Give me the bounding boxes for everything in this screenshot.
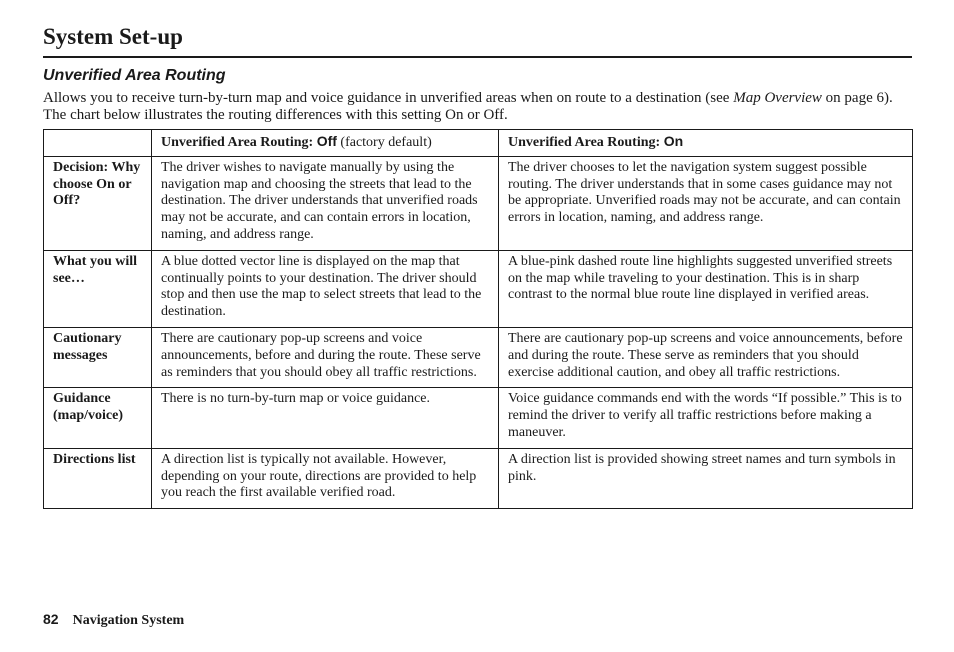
header-off-value: Off bbox=[316, 133, 337, 149]
header-on-label: Unverified Area Routing: bbox=[508, 135, 664, 150]
section-title: Unverified Area Routing bbox=[43, 67, 226, 84]
book-title: Navigation System bbox=[72, 613, 185, 628]
page-title: System Set-up bbox=[43, 24, 183, 49]
intro-text-after: on page 6). The chart below illustrates the routing differences with this setting On or Off. bbox=[43, 90, 893, 123]
intro-text-before: Allows you to receive turn-by-turn map and voice guidance in unverified areas when on route to a destination (see bbox=[43, 90, 734, 106]
on-cell: Voice guidance commands end with the words “If possible.” This is to remind the driver to verify all traffic restrictions before making a maneuver. bbox=[499, 388, 913, 448]
intro-reference: Map Overview bbox=[733, 90, 822, 106]
title-rule bbox=[43, 56, 912, 58]
table-row bbox=[44, 250, 913, 327]
page-footer bbox=[43, 611, 184, 629]
off-cell: A blue dotted vector line is displayed on the map that continually points to your destination. The driver should stop and then use the map to select streets that lead to the destination. bbox=[152, 250, 499, 327]
on-cell: There are cautionary pop-up screens and voice announcements, before and during the route. These serve as reminders that you should exercise additional caution, and obey all traffic restrictions. bbox=[499, 327, 913, 387]
row-label: What you will see… bbox=[44, 250, 152, 327]
intro-paragraph bbox=[43, 90, 915, 123]
table-row bbox=[44, 388, 913, 448]
row-label: Decision: Why choose On or Off? bbox=[44, 156, 152, 250]
table-row bbox=[44, 327, 913, 387]
table-header-row bbox=[44, 130, 913, 157]
row-label: Cautionary messages bbox=[44, 327, 152, 387]
off-cell: There are cautionary pop-up screens and voice announcements, before and during the route. These serve as reminders that you should obey all traffic restrictions. bbox=[152, 327, 499, 387]
off-cell: There is no turn-by-turn map or voice guidance. bbox=[152, 388, 499, 448]
routing-comparison-table bbox=[43, 129, 913, 509]
table-row bbox=[44, 156, 913, 250]
on-cell: A blue-pink dashed route line highlights suggested unverified streets on the map while traveling to your destination. This is in sharp contrast to the normal blue route line displayed in verified areas. bbox=[499, 250, 913, 327]
header-off-column bbox=[152, 130, 499, 157]
on-cell: The driver chooses to let the navigation system suggest possible routing. The driver understands that in some cases guidance may not be appropriate. Unverified roads may not be accurate, and can contain errors in location, naming, and address range. bbox=[499, 156, 913, 250]
off-cell: A direction list is typically not available. However, depending on your route, directions are provided to help you reach the first available verified road. bbox=[152, 448, 499, 508]
header-on-value: On bbox=[663, 133, 684, 149]
on-cell: A direction list is provided showing street names and turn symbols in pink. bbox=[499, 448, 913, 508]
header-empty-cell bbox=[44, 130, 152, 157]
header-off-note: (factory default) bbox=[336, 135, 432, 150]
off-cell: The driver wishes to navigate manually by using the navigation map and choosing the streets that lead to the destination. The driver understands that unverified roads may not be accurate, and can contain errors in location, naming, and address range. bbox=[152, 156, 499, 250]
page-number: 82 bbox=[43, 611, 59, 627]
header-on-column bbox=[499, 130, 913, 157]
header-off-label: Unverified Area Routing: bbox=[161, 135, 317, 150]
row-label: Guidance (map/voice) bbox=[44, 388, 152, 448]
table-row bbox=[44, 448, 913, 508]
row-label: Directions list bbox=[44, 448, 152, 508]
